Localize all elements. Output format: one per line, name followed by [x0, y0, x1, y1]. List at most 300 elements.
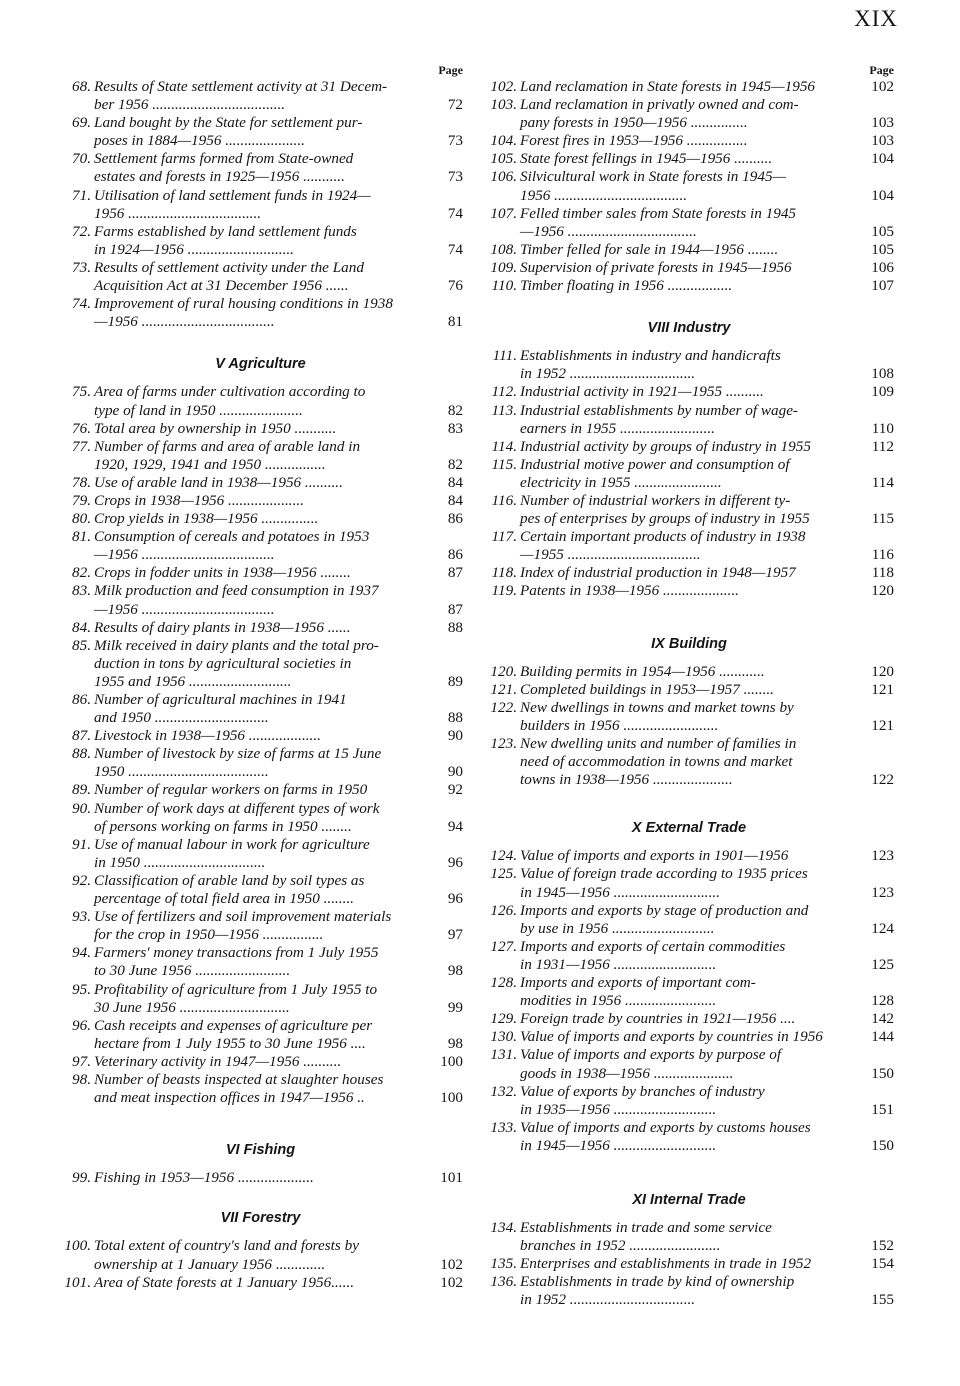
entry-number: 129.: [490, 1010, 517, 1028]
entry-page: 154: [871, 1255, 894, 1273]
entry-number: 107.: [490, 204, 517, 222]
toc-entry: [484, 241, 894, 259]
entry-number: 98.: [72, 1070, 91, 1088]
toc-entry: [58, 1274, 463, 1292]
entry-title-line: ber 1956 ...................................: [94, 96, 286, 114]
entry-number: 102.: [490, 78, 517, 95]
entry-title-line: in 1935—1956 ...........................: [520, 1100, 717, 1118]
entry-number: 117.: [491, 528, 517, 546]
entry-title-line: Classification of arable land by soil types as: [94, 871, 365, 889]
entry-number: 69.: [72, 114, 91, 132]
entry-title-line: Crops in fodder units in 1938—1956 ........: [94, 564, 351, 582]
entry-page: 123: [871, 883, 894, 901]
entry-title-line: 1955 and 1956 ...........................: [94, 672, 292, 690]
toc-entry: [58, 420, 463, 438]
toc-entry: [58, 383, 463, 419]
entry-title-line: in 1924—1956 ............................: [94, 240, 294, 258]
toc-entry: [58, 295, 463, 331]
entry-number: 86.: [72, 691, 91, 708]
entry-number: 133.: [490, 1118, 517, 1136]
entry-number: 96.: [72, 1016, 91, 1034]
entry-title: [94, 187, 463, 223]
section-heading: X External Trade: [631, 820, 747, 837]
entry-title: [520, 582, 894, 600]
entry-page: 106: [871, 258, 894, 276]
entry-title: [94, 582, 463, 618]
toc-entry: [484, 1273, 894, 1309]
toc-entry: [484, 205, 894, 241]
entry-title-line: —1956 ...................................: [94, 313, 275, 331]
toc-entry: [58, 1017, 463, 1053]
entry-number: 74.: [72, 295, 91, 313]
entry-title: [94, 420, 463, 438]
entry-number: 104.: [490, 132, 517, 150]
toc-entry: [58, 259, 463, 295]
entry-title: [94, 727, 463, 745]
entry-number: 94.: [72, 944, 91, 962]
entry-title-line: pes of enterprises by groups of industry in 1955: [520, 510, 810, 528]
section-heading: IX Building: [651, 635, 727, 652]
entry-number: 127.: [490, 937, 517, 955]
entry-title: [94, 836, 463, 872]
page-column-header: Page: [438, 63, 463, 77]
entry-page: 88: [447, 709, 463, 727]
entry-title-line: Improvement of rural housing conditions in 1938: [94, 295, 393, 313]
entry-title-line: Building permits in 1954—1956 ............: [520, 662, 765, 680]
entry-title-line: 30 June 1956 .............................: [94, 998, 290, 1016]
entry-title: [520, 735, 894, 789]
entry-title-line: Imports and exports of certain commodities: [520, 937, 786, 955]
entry-number: 70.: [72, 150, 91, 168]
entry-title: [520, 1046, 894, 1082]
entry-number: 73.: [72, 258, 91, 276]
entry-title-line: percentage of total field area in 1950 ........: [94, 890, 354, 908]
toc-entry: [58, 582, 463, 618]
entry-page: 88: [447, 618, 463, 636]
toc-entry: [484, 132, 894, 150]
entry-number: 103.: [490, 96, 517, 114]
entry-title-line: Total area by ownership in 1950 ...........: [94, 419, 337, 437]
entry-number: 81.: [72, 528, 91, 546]
entry-page: 102: [440, 1255, 463, 1273]
entry-title-line: Crops in 1938—1956 ....................: [94, 491, 304, 509]
entry-title-line: Industrial motive power and consumption of: [520, 455, 790, 473]
entry-number: 111.: [492, 347, 517, 365]
entry-page: 100: [440, 1089, 463, 1107]
entry-number: 82.: [72, 564, 91, 582]
entry-title-line: Acquisition Act at 31 December 1956 ......: [94, 277, 349, 295]
entry-page: 103: [871, 132, 894, 150]
entry-title: [520, 132, 894, 150]
entry-page: 76: [447, 277, 463, 295]
entry-number: 116.: [491, 491, 517, 509]
entry-page: 102: [871, 78, 894, 95]
entry-number: 75.: [72, 383, 91, 401]
section-heading: XI Internal Trade: [632, 1191, 746, 1208]
entry-number: 101.: [64, 1273, 91, 1291]
toc-entry: [58, 438, 463, 474]
entry-page: 74: [447, 240, 463, 258]
toc-entry: [484, 1010, 894, 1028]
entry-number: 93.: [72, 908, 91, 926]
entry-page: 109: [871, 383, 894, 401]
entry-page: 124: [871, 919, 894, 937]
toc-entry: [484, 438, 894, 456]
toc-entry: [58, 223, 463, 259]
entry-title-line: Foreign trade by countries in 1921—1956 ....: [520, 1010, 796, 1028]
entry-title-line: earners in 1955 .........................: [520, 419, 715, 437]
toc-entry: [484, 456, 894, 492]
entry-page: 101: [440, 1169, 463, 1187]
entry-title: [520, 699, 894, 735]
entry-title: [520, 347, 894, 383]
entry-page: 120: [871, 582, 894, 600]
entry-title: [520, 438, 894, 456]
toc-entry: [58, 1169, 463, 1187]
entry-title: [520, 96, 894, 132]
entry-page: 105: [871, 240, 894, 258]
entry-title-line: —1955 ...................................: [520, 546, 701, 564]
entry-page: 155: [871, 1291, 894, 1309]
entry-title-line: Crop yields in 1938—1956 ...............: [94, 510, 319, 528]
toc-list: [58, 78, 463, 1292]
entry-title: [94, 564, 463, 582]
toc-entry: [484, 564, 894, 582]
entry-number: 123.: [490, 735, 517, 752]
entry-title-line: duction in tons by agricultural societies in: [94, 654, 352, 672]
entry-title: [94, 981, 463, 1017]
entry-number: 83.: [72, 582, 91, 600]
entry-title-line: Industrial activity in 1921—1955 ..........: [520, 383, 764, 401]
entry-page: 98: [447, 962, 463, 980]
entry-number: 92.: [72, 871, 91, 889]
entry-title-line: 1956 ...................................: [520, 186, 688, 204]
toc-entry: [58, 619, 463, 637]
toc-entry: [58, 510, 463, 528]
entry-title: [520, 402, 894, 438]
entry-title-line: Patents in 1938—1956 ....................: [520, 582, 739, 600]
entry-number: 78.: [72, 473, 91, 491]
entry-title-line: to 30 June 1956 .........................: [94, 962, 291, 980]
entry-title-line: Timber felled for sale in 1944—1956 ........: [520, 240, 779, 258]
entry-title: [94, 745, 463, 781]
entry-title-line: Use of arable land in 1938—1956 ..........: [94, 473, 343, 491]
entry-title-line: New dwelling units and number of families in: [520, 735, 797, 752]
entry-title-line: Number of farms and area of arable land in: [94, 437, 361, 455]
toc-entry: [58, 745, 463, 781]
entry-page: 84: [447, 473, 463, 491]
entry-title: [94, 781, 463, 799]
entry-number: 97.: [72, 1052, 91, 1070]
toc-entry: [484, 78, 894, 96]
entry-title-line: Veterinary activity in 1947—1956 ..........: [94, 1052, 342, 1070]
entry-page: 125: [871, 955, 894, 973]
toc-entry: [58, 1071, 463, 1107]
toc-entry: [484, 277, 894, 295]
entry-title-line: hectare from 1 July 1955 to 30 June 1956 ....: [94, 1034, 366, 1052]
entry-title-line: Livestock in 1938—1956 ...................: [94, 727, 321, 745]
toc-entry: [484, 528, 894, 564]
entry-page: 74: [447, 204, 463, 222]
entry-title-line: Forest fires in 1953—1956 ................: [520, 132, 748, 150]
toc-entry: [58, 637, 463, 691]
toc-entry: [484, 902, 894, 938]
entry-page: 100: [440, 1052, 463, 1070]
entry-title-line: Silvicultural work in State forests in 1945—: [520, 168, 787, 186]
entry-title: [94, 114, 463, 150]
toc-entry: [484, 681, 894, 699]
entry-title: [94, 295, 463, 331]
entry-number: 84.: [72, 618, 91, 636]
entry-title-line: in 1945—1956 ...........................: [520, 1136, 717, 1154]
entry-page: 96: [447, 890, 463, 908]
toc-entry: [484, 699, 894, 735]
entry-title-line: Results of State settlement activity at 31 Decem-: [94, 78, 388, 95]
toc-entry: [58, 944, 463, 980]
entry-title-line: Felled timber sales from State forests in 1945: [520, 204, 797, 222]
entry-title-line: for the crop in 1950—1956 ................: [94, 926, 324, 944]
entry-page: 144: [871, 1028, 894, 1046]
entry-number: 118.: [491, 564, 517, 582]
entry-title-line: of persons working on farms in 1950 ........: [94, 817, 352, 835]
entry-title: [520, 681, 894, 699]
toc-entry: [484, 259, 894, 277]
entry-number: 131.: [490, 1046, 517, 1064]
toc-entry: [58, 1237, 463, 1273]
entry-title-line: —1956 ...................................: [94, 600, 275, 618]
entry-title-line: Number of livestock by size of farms at 15 June: [94, 745, 382, 763]
entry-title: [94, 908, 463, 944]
page-number: XIX: [854, 6, 898, 31]
entry-page: 82: [447, 455, 463, 473]
entry-title: [520, 865, 894, 901]
entry-number: 91.: [72, 835, 91, 853]
entry-title: [94, 944, 463, 980]
entry-page: 82: [447, 401, 463, 419]
entry-title: [520, 847, 894, 865]
entry-page: 142: [871, 1010, 894, 1028]
entry-title-line: Establishments in trade and some service: [520, 1219, 772, 1237]
entry-title: [94, 150, 463, 186]
entry-number: 89.: [72, 781, 91, 799]
entry-title: [520, 564, 894, 582]
entry-title-line: type of land in 1950 ......................: [94, 401, 303, 419]
toc-column-right: [484, 63, 894, 1310]
entry-title: [520, 1028, 894, 1046]
entry-page: 81: [447, 313, 463, 331]
toc-entry: [484, 150, 894, 168]
entry-title-line: —1956 ...................................: [94, 546, 275, 564]
toc-entry: [58, 800, 463, 836]
toc-entry: [484, 847, 894, 865]
toc-column-left: [58, 63, 463, 1292]
entry-title: [94, 800, 463, 836]
entry-number: 68.: [72, 78, 91, 95]
entry-title-line: Imports and exports of important com-: [520, 974, 756, 992]
page-column-header: Page: [869, 63, 894, 77]
entry-title-line: Number of industrial workers in different ty-: [520, 491, 791, 509]
entry-page: 86: [447, 546, 463, 564]
toc-entry: [484, 1219, 894, 1255]
entry-title-line: Milk received in dairy plants and the total pro-: [94, 636, 379, 654]
entry-title-line: Timber floating in 1956 .................: [520, 277, 733, 295]
toc-entry: [58, 492, 463, 510]
entry-title: [520, 1273, 894, 1309]
entry-page: 152: [871, 1237, 894, 1255]
entry-title-line: Supervision of private forests in 1945—1956: [520, 258, 792, 276]
entry-title: [520, 1083, 894, 1119]
entry-title-line: modities in 1956 ........................: [520, 992, 717, 1010]
entry-title-line: ownership at 1 January 1956 .............: [94, 1255, 326, 1273]
toc-entry: [484, 383, 894, 401]
toc-entry: [484, 1046, 894, 1082]
entry-number: 108.: [490, 240, 517, 258]
entry-title: [94, 383, 463, 419]
entry-title: [94, 1053, 463, 1071]
entry-title-line: need of accommodation in towns and market: [520, 753, 793, 771]
entry-title-line: in 1945—1956 ............................: [520, 883, 720, 901]
entry-page: 122: [871, 771, 894, 789]
entry-title-line: Area of State forests at 1 January 1956......: [94, 1273, 354, 1291]
entry-title: [520, 277, 894, 295]
entry-title-line: Completed buildings in 1953—1957 ........: [520, 680, 774, 698]
toc-entry: [484, 1255, 894, 1273]
entry-number: 71.: [72, 186, 91, 204]
entry-number: 136.: [490, 1273, 517, 1291]
entry-page: 89: [447, 672, 463, 690]
entry-number: 80.: [72, 510, 91, 528]
entry-page: 87: [447, 564, 463, 582]
toc-entry: [484, 1119, 894, 1155]
entry-title: [94, 1017, 463, 1053]
toc-entry: [58, 528, 463, 564]
entry-page: 150: [871, 1136, 894, 1154]
entry-page: 105: [871, 222, 894, 240]
entry-title-line: Imports and exports by stage of production and: [520, 901, 809, 919]
toc-entry: [58, 187, 463, 223]
entry-number: 126.: [490, 901, 517, 919]
entry-title-line: New dwellings in towns and market towns by: [520, 698, 794, 716]
toc-entry: [58, 1053, 463, 1071]
entry-title-line: Value of imports and exports by customs houses: [520, 1118, 811, 1136]
entry-title-line: goods in 1938—1956 .....................: [520, 1064, 734, 1082]
entry-page: 94: [447, 817, 463, 835]
entry-title: [520, 1010, 894, 1028]
toc-entry: [58, 564, 463, 582]
entry-title-line: State forest fellings in 1945—1956 ..........: [520, 150, 773, 168]
entry-title-line: Enterprises and establishments in trade in 1952: [520, 1255, 812, 1273]
entry-title-line: builders in 1956 .........................: [520, 716, 719, 734]
entry-number: 122.: [490, 698, 517, 716]
entry-title-line: Number of beasts inspected at slaughter houses: [94, 1070, 384, 1088]
entry-title-line: Results of dairy plants in 1938—1956 ......: [94, 618, 351, 636]
entry-number: 130.: [490, 1028, 517, 1046]
toc-entry: [484, 402, 894, 438]
entry-title-line: poses in 1884—1956 .....................: [94, 132, 305, 150]
entry-title: [94, 438, 463, 474]
entry-number: 113.: [491, 401, 517, 419]
entry-title-line: —1956 ..................................: [520, 222, 697, 240]
entry-page: 107: [871, 277, 894, 295]
entry-title: [94, 78, 463, 114]
entry-title: [94, 510, 463, 528]
entry-title: [520, 902, 894, 938]
entry-page: 72: [447, 96, 463, 114]
entry-title-line: Value of exports by branches of industry: [520, 1082, 765, 1100]
entry-page: 86: [447, 510, 463, 528]
entry-title-line: in 1952 .................................: [520, 1291, 696, 1309]
entry-title-line: electricity in 1955 .......................: [520, 473, 722, 491]
entry-title-line: Establishments in industry and handicrafts: [520, 347, 781, 365]
entry-title-line: Farms established by land settlement funds: [94, 222, 357, 240]
toc-entry: [484, 1028, 894, 1046]
toc-entry: [484, 735, 894, 789]
entry-title-line: towns in 1938—1956 .....................: [520, 771, 733, 789]
entry-title: [94, 1274, 463, 1292]
section-heading: VIII Industry: [647, 320, 731, 337]
entry-title: [94, 1071, 463, 1107]
entry-page: 96: [447, 853, 463, 871]
entry-title-line: Milk production and feed consumption in 1937: [94, 582, 379, 600]
entry-title-line: Number of work days at different types of work: [94, 799, 380, 817]
entry-page: 120: [871, 662, 894, 680]
entry-title-line: Fishing in 1953—1956 ....................: [94, 1169, 314, 1187]
entry-title: [520, 78, 894, 96]
entry-number: 132.: [490, 1082, 517, 1100]
entry-page: 118: [871, 564, 894, 582]
entry-title-line: Cash receipts and expenses of agriculture per: [94, 1016, 373, 1034]
toc-entry: [58, 150, 463, 186]
entry-title-line: Land bought by the State for settlement pur-: [94, 114, 363, 132]
entry-number: 95.: [72, 980, 91, 998]
entry-title-line: Profitability of agriculture from 1 July 1955 to: [94, 980, 378, 998]
toc-entry: [484, 1083, 894, 1119]
toc-entry: [58, 114, 463, 150]
entry-title-line: Value of imports and exports by countries in 1956: [520, 1028, 823, 1046]
entry-number: 128.: [490, 974, 517, 992]
entry-number: 77.: [72, 437, 91, 455]
entry-page: 92: [447, 781, 463, 799]
entry-title-line: Results of settlement activity under the Land: [94, 258, 364, 276]
entry-number: 72.: [72, 222, 91, 240]
entry-title: [520, 150, 894, 168]
entry-title-line: Land reclamation in privatly owned and com-: [520, 96, 799, 114]
entry-title-line: by use in 1956 ...........................: [520, 919, 715, 937]
entry-number: 135.: [490, 1255, 517, 1273]
entry-title-line: Farmers' money transactions from 1 July 1955: [94, 944, 379, 962]
entry-title-line: estates and forests in 1925—1956 ...........: [94, 168, 345, 186]
entry-page: 110: [871, 419, 894, 437]
toc-entry: [484, 938, 894, 974]
entry-title-line: Use of fertilizers and soil improvement materials: [94, 908, 392, 926]
entry-number: 99.: [72, 1169, 91, 1187]
entry-page: 114: [871, 473, 894, 491]
entry-title-line: branches in 1952 ........................: [520, 1237, 721, 1255]
toc-entry: [58, 781, 463, 799]
entry-number: 85.: [72, 636, 91, 654]
entry-title: [520, 168, 894, 204]
entry-number: 79.: [72, 491, 91, 509]
entry-number: 121.: [490, 680, 517, 698]
entry-page: 151: [871, 1100, 894, 1118]
entry-title-line: Industrial establishments by number of wage-: [520, 401, 798, 419]
toc-entry: [484, 582, 894, 600]
entry-page: 103: [871, 114, 894, 132]
entry-page: 98: [447, 1034, 463, 1052]
toc-entry: [484, 168, 894, 204]
entry-title: [520, 456, 894, 492]
entry-title: [520, 383, 894, 401]
